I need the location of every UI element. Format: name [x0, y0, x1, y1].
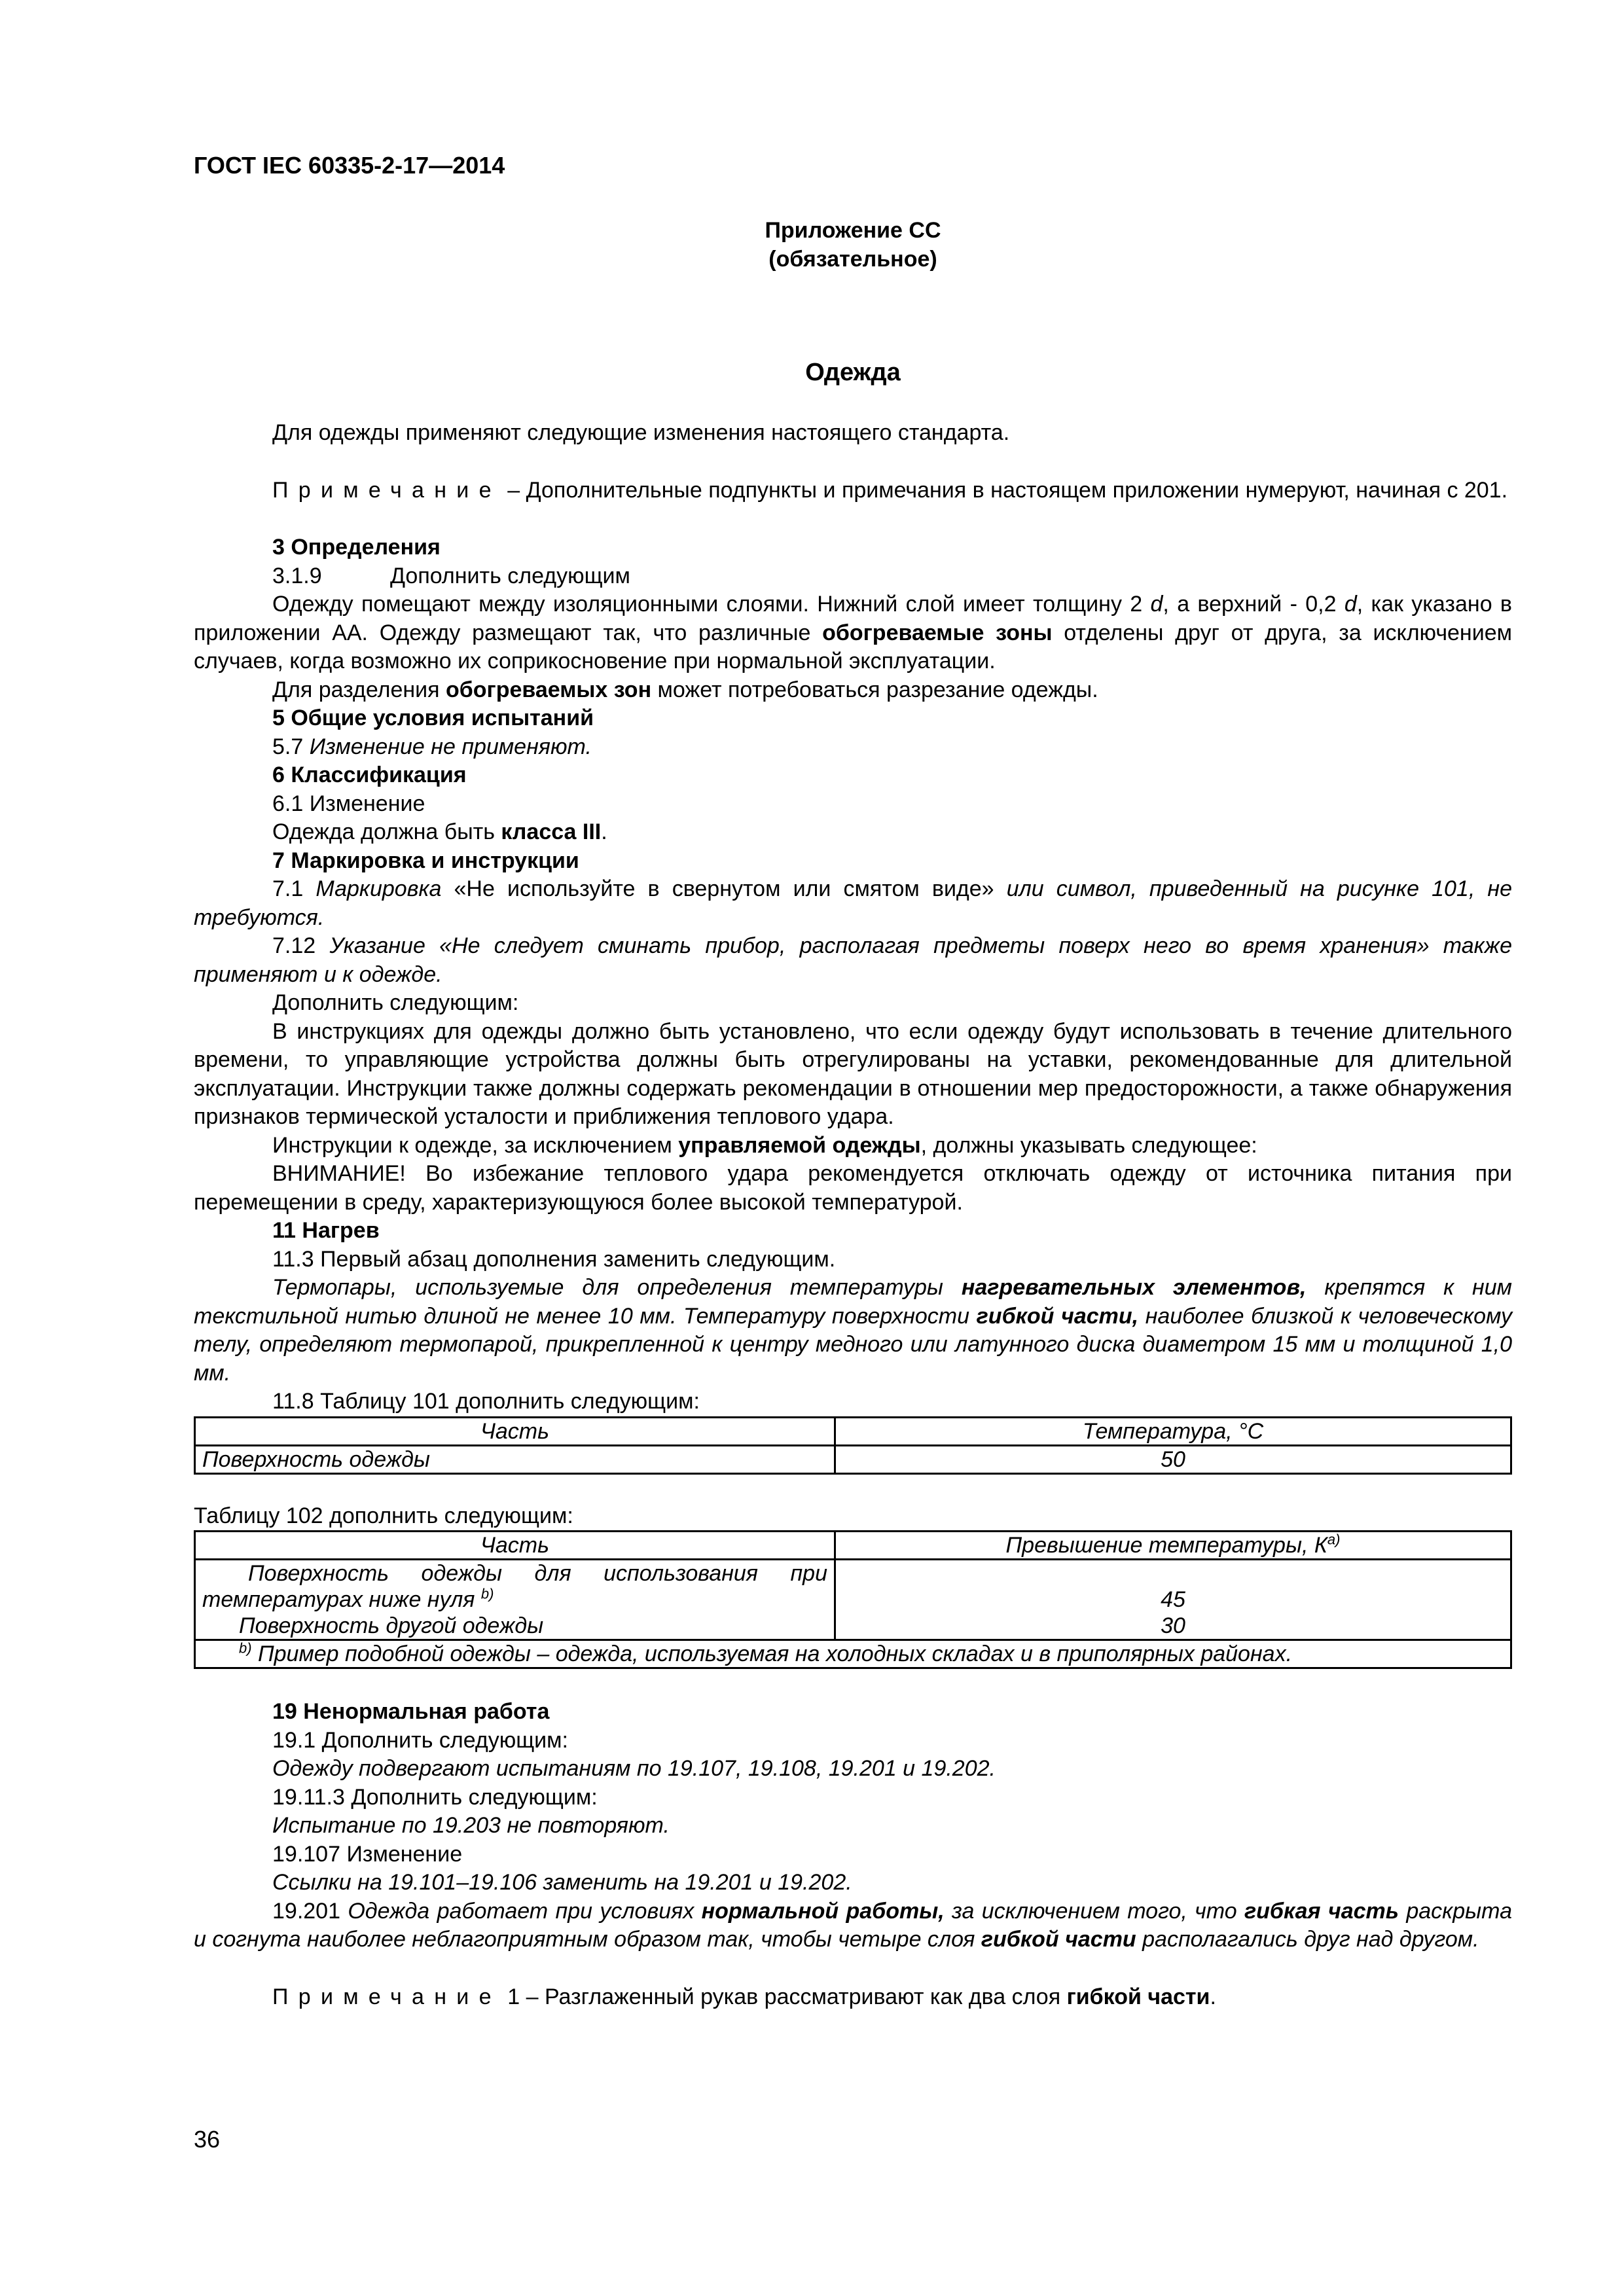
section-19-heading: 19 Ненормальная работа [272, 1699, 550, 1724]
table-102-header-rise: Превышение температуры, $К^{a)}$ [835, 1532, 1511, 1560]
table-102-header-part: Часть [195, 1532, 835, 1560]
section-7-instructions: В инструкциях для одежды должно быть установлено, что если одежду будут использовать в течение длительного времени, то управляющие устройства должны быть отрегулированы на уставки, рекомендованные для длительной эксплуатации. Инструкции также должны содержать рекомендации в отношении мер предосторожности, а также обнаружения признаков термической усталости и приближения теплового удара. [194, 1018, 1512, 1129]
table-101 [194, 1416, 1512, 1475]
table-102-row2-part: Поверхность другой одежды [195, 1613, 835, 1640]
table-102-caption: Таблицу 102 дополнить следующим: [194, 1503, 573, 1528]
note-paragraph: Примечание – Дополнительные подпункты и примечания в настоящем приложении нумеруют, начиная с 201. [272, 477, 1508, 503]
thermocouple-paragraph: Термопары, используемые для определения температуры нагревательных элементов, крепятся к ним текстильной нитью длиной не менее 10 мм. Температуру поверхности гибкой части, наиболее близкой к человеческому телу, определяют термопарой, прикрепленной к центру медного или латунного диска диаметром 15 мм и толщиной 1,0 мм. [194, 1275, 1512, 1386]
document-body [194, 419, 1512, 2011]
section-6-heading: 6 Классификация [272, 762, 467, 787]
table-101-header-part: Часть [195, 1417, 835, 1445]
table-101-header-temp: Температура, °С [835, 1417, 1511, 1445]
annex-status: (обязательное) [768, 247, 937, 272]
table-102-row1-part: Поверхность одежды для использования при температурах ниже нуля $^{b)}$ [195, 1560, 835, 1613]
table-102 [194, 1530, 1512, 1669]
subclause-5-7: 5.7 Изменение не применяют. [272, 734, 592, 759]
section-3-heading: 3 Определения [272, 535, 441, 560]
document-page [194, 0, 1512, 2296]
section-7-warning-intro: Инструкции к одежде, за исключением управляемой одежды, должны указывать следующее: [272, 1132, 1257, 1158]
section-7-heading: 7 Маркировка и инструкции [272, 848, 579, 873]
subclause-3-1-9: 3.1.9 Дополнить следующим [272, 563, 630, 588]
subclause-19-1: 19.1 Дополнить следующим: [272, 1727, 568, 1753]
note-label: Примечание [272, 477, 501, 503]
subclause-19-11-3-text: Испытание по 19.203 не повторяют. [272, 1813, 670, 1838]
section-title: Одежда [805, 359, 901, 386]
subclause-7-1: 7.1 Маркировка «Не используйте в свернутом или смятом виде» или символ, приведенный на рисунке 101, не требуются. [194, 876, 1512, 930]
subclause-19-11-3: 19.11.3 Дополнить следующим: [272, 1784, 598, 1810]
subclause-19-107: 19.107 Изменение [272, 1841, 463, 1867]
subclause-11-3: 11.3 Первый абзац дополнения заменить следующим. [272, 1246, 836, 1272]
section-11-heading: 11 Нагрев [272, 1218, 380, 1243]
subclause-19-201: 19.201 Одежда работает при условиях нормальной работы, за исключением того, что гибкая часть раскрыта и согнута наиболее неблагоприятным образом так, чтобы четыре слоя гибкой части располагались друг над другом. [194, 1898, 1512, 1952]
subclause-6-1: 6.1 Изменение [272, 791, 425, 816]
section-7-add: Дополнить следующим: [272, 990, 519, 1015]
table-102-row2-value: 30 [835, 1613, 1511, 1640]
annex-header [194, 216, 1512, 274]
subclause-19-1-text: Одежду подвергают испытаниям по 19.107, 19.108, 19.201 и 19.202. [272, 1756, 996, 1781]
page-number: 36 [194, 2126, 221, 2153]
note-1-label: Примечание [272, 1984, 501, 2009]
intro-paragraph: Для одежды применяют следующие изменения настоящего стандарта. [272, 420, 1010, 445]
table-101-row-value: 50 [835, 1445, 1511, 1473]
table-101-row-part: Поверхность одежды [195, 1445, 835, 1473]
class-requirement: Одежда должна быть класса III. [272, 819, 607, 844]
subclause-11-8: 11.8 Таблицу 101 дополнить следующим: [272, 1389, 700, 1414]
section-3-paragraph-1: Одежду помещают между изоляционными слоями. Нижний слой имеет толщину 2 d, а верхний - 0,2 d, как указано в приложении АА. Одежду размещают так, что различные обогреваемые зоны отделены друг от друга, за исключением случаев, когда возможно их соприкосновение при нормальной эксплуатации. [194, 592, 1512, 673]
subclause-19-107-text: Ссылки на 19.101–19.106 заменить на 19.201 и 19.202. [272, 1870, 852, 1895]
section-5-heading: 5 Общие условия испытаний [272, 706, 594, 730]
table-102-row1-value: 45 [835, 1560, 1511, 1613]
annex-title: Приложение СС [765, 218, 941, 243]
section-3-paragraph-2: Для разделения обогреваемых зон может потребоваться разрезание одежды. [272, 677, 1098, 702]
section-7-warning: ВНИМАНИЕ! Во избежание теплового удара рекомендуется отключать одежду от источника питания при перемещении в среду, характеризующуюся более высокой температурой. [194, 1161, 1512, 1215]
document-id: ГОСТ IEC 60335-2-17—2014 [194, 152, 505, 179]
note-1-paragraph: Примечание 1 – Разглаженный рукав рассматривают как два слоя гибкой части. [272, 1984, 1216, 2009]
table-102-footnote: $^{b)}$ Пример подобной одежды – одежда, используемая на холодных складах и в приполярных районах. [195, 1640, 1511, 1668]
subclause-7-12: 7.12 Указание «Не следует сминать прибор, располагая предметы поверх него во время хранения» также применяют и к одежде. [194, 933, 1512, 987]
